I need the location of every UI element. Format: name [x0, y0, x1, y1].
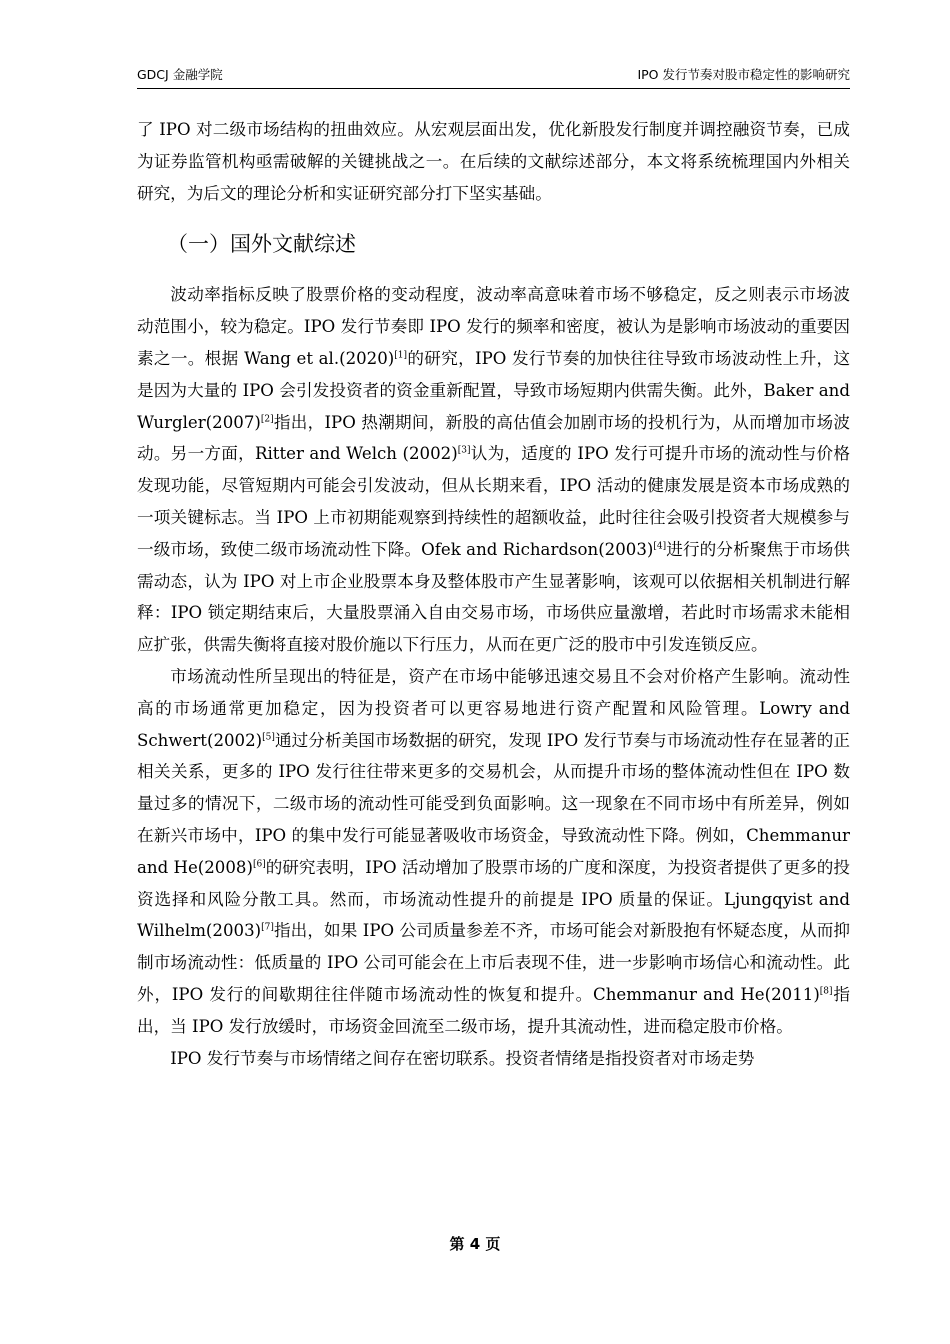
text-run: 认为，适度的 IPO 发行可提升市场的流动性与价格发现功能，尽管短期内可能会引发波动，但从长期来看，IPO 活动的健康发展是资本市场成熟的一项关键标志。当 IPO 上市初期能观察到持续性的超额收益，此时往往会吸引投资者大规模参与一级市场，致使二级市场流动性下降。Ofek and Richardson(2003) — [137, 444, 851, 559]
citation-ref: [3] — [457, 445, 471, 456]
text-run: 的研究表明，IPO 活动增加了股票市场的广度和深度，为投资者提供了更多的投资选择和风险分散工具。然而，市场流动性提升的前提是 IPO 质量的保证。Ljungqyist and Wilhelm(2003) — [137, 857, 850, 941]
text-run: 指出，如果 IPO 公司质量参差不齐，市场可能会对新股抱有怀疑态度，从而抑制市场流动性：低质量的 IPO 公司可能会在上市后表现不佳，进一步影响市场信心和流动性。此外，IPO 发行的间歇期往往伴随市场流动性的恢复和提升。Chemmanur and He(2011) — [137, 921, 850, 1004]
text-run: 通过分析美国市场数据的研究，发现 IPO 发行节奏与市场流动性存在显著的正相关关系，更多的 IPO 发行往往带来更多的交易机会，从而提升市场的整体流动性但在 IPO 数量过多的情况下，二级市场的流动性可能受到负面影响。这一现象在不同市场中有所差异，例如在新兴市场中，IPO 的集中发行可能显著吸收市场资金，导致流动性下降。例如，Chemmanur and He(2008) — [137, 730, 850, 877]
text-run: 的研究，IPO 发行节奏的加快往往导致市场波动性上升，这是因为大量的 IPO 会引发投资者的资金重新配置，导致市场短期内供需失衡。此外，Baker and Wurgler(2007) — [137, 348, 851, 432]
paragraph-volatility — [137, 279, 850, 661]
citation-ref: [6] — [252, 859, 266, 870]
text-run: 指出，当 IPO 发行放缓时，市场资金回流至二级市场，提升其流动性，进而稳定股市价格。 — [137, 984, 850, 1036]
citation-ref: [5] — [262, 732, 275, 743]
citation-ref: [8] — [819, 986, 833, 997]
paragraph-liquidity — [137, 661, 850, 1043]
citation-ref: [2] — [260, 414, 274, 425]
citation-ref: [7] — [261, 922, 274, 933]
running-header — [137, 66, 850, 89]
text-run: 进行的分析聚焦于市场供需动态，认为 IPO 对上市企业股票本身及整体股市产生显著影响，该观可以依据相关机制进行解释：IPO 锁定期结束后，大量股票涌入自由交易市场，市场供应量激增，若此时市场需求未能相应扩张，供需失衡将直接对股价施以下行压力，从而在更广泛的股市中引发连锁反应。 — [137, 539, 850, 655]
page-number: 第 4 页 — [449, 1235, 501, 1253]
section-heading: （一）国外文献综述 — [167, 232, 356, 257]
text-run: 波动率指标反映了股票价格的变动程度，波动率高意味着市场不够稳定，反之则表示市场波动范围小，较为稳定。IPO 发行节奏即 IPO 发行的频率和密度，被认为是影响市场波动的重要因素之一。根据 Wang et al.(2020) — [137, 285, 850, 368]
text-run: 指出，IPO 热潮期间，新股的高估值会加剧市场的投机行为，从而增加市场波动。另一方面，Ritter and Welch (2002) — [137, 412, 850, 464]
paragraph-sentiment: IPO 发行节奏与市场情绪之间存在密切联系。投资者情绪是指投资者对市场走势 — [170, 1048, 755, 1068]
main-text — [137, 114, 850, 1074]
citation-ref: [4] — [653, 541, 667, 552]
citation-ref: [1] — [394, 350, 408, 361]
header-institution: GDCJ 金融学院 — [137, 67, 223, 82]
paragraph-continued: 了 IPO 对二级市场结构的扭曲效应。从宏观层面出发，优化新股发行制度并调控融资节奏，已成为证券监管机构亟需破解的关键挑战之一。在后续的文献综述部分，本文将系统梳理国内外相关研究，为后文的理论分析和实证研究部分打下坚实基础。 — [137, 120, 850, 203]
header-paper-title: IPO 发行节奏对股市稳定性的影响研究 — [637, 67, 850, 82]
text-run: 市场流动性所呈现出的特征是，资产在市场中能够迅速交易且不会对价格产生影响。流动性高的市场通常更加稳定，因为投资者可以更容易地进行资产配置和风险管理。Lowry and Schwert(2002) — [137, 666, 850, 750]
